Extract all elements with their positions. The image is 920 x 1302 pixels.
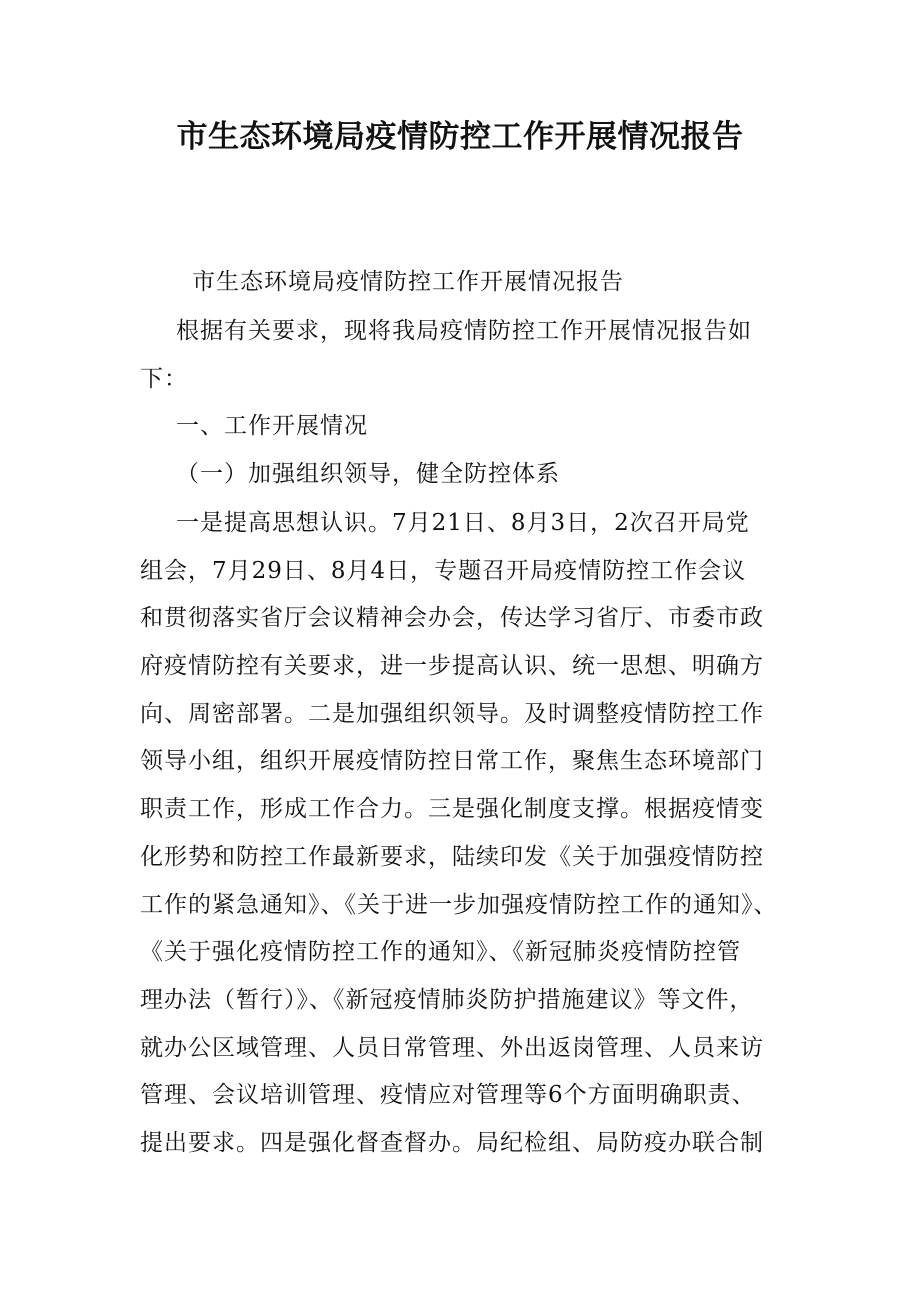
- document-title: 市生态环境局疫情防控工作开展情况报告: [176, 119, 744, 155]
- body-line: 《关于强化疫情防控工作的通知》、《新冠肺炎疫情防控管: [140, 939, 741, 965]
- section-heading: 一、工作开展情况: [176, 413, 368, 439]
- subsection-heading: （一）加强组织领导，健全防控体系: [176, 461, 560, 487]
- body-line: 根据有关要求，现将我局疫情防控工作开展情况报告如: [176, 318, 752, 344]
- body-line: 就办公区域管理、人员日常管理、外出返岗管理、人员来访: [140, 1035, 764, 1061]
- body-line: 和贯彻落实省厅会议精神会办会，传达学习省厅、市委市政: [140, 605, 764, 631]
- body-line: 化形势和防控工作最新要求，陆续印发《关于加强疫情防控: [140, 844, 764, 870]
- body-line: 组会，7月29日、8月4日，专题召开局疫情防控工作会议: [140, 558, 747, 584]
- body-line: 领导小组，组织开展疫情防控日常工作，聚焦生态环境部门: [140, 748, 764, 774]
- body-line: 下：: [140, 366, 188, 392]
- body-line: 职责工作，形成工作合力。三是强化制度支撑。根据疫情变: [140, 796, 764, 822]
- body-line: 理办法（暂行）》、《新冠疫情肺炎防护措施建议》等文件，: [140, 987, 754, 1013]
- body-line: 提出要求。四是强化督查督办。局纪检组、局防疫办联合制: [140, 1130, 764, 1156]
- body-line: 工作的紧急通知》、《关于进一步加强疫情防控工作的通知》、: [140, 892, 778, 918]
- body-line: 府疫情防控有关要求，进一步提高认识、统一思想、明确方: [140, 653, 764, 679]
- body-subtitle-line: 市生态环境局疫情防控工作开展情况报告: [192, 269, 624, 295]
- body-line: 向、周密部署。二是加强组织领导。及时调整疫情防控工作: [140, 701, 764, 727]
- body-line: 一是提高思想认识。7月21日、8月3日，2次召开局党: [176, 510, 750, 536]
- body-line: 管理、会议培训管理、疫情应对管理等6个方面明确职责、: [140, 1082, 756, 1108]
